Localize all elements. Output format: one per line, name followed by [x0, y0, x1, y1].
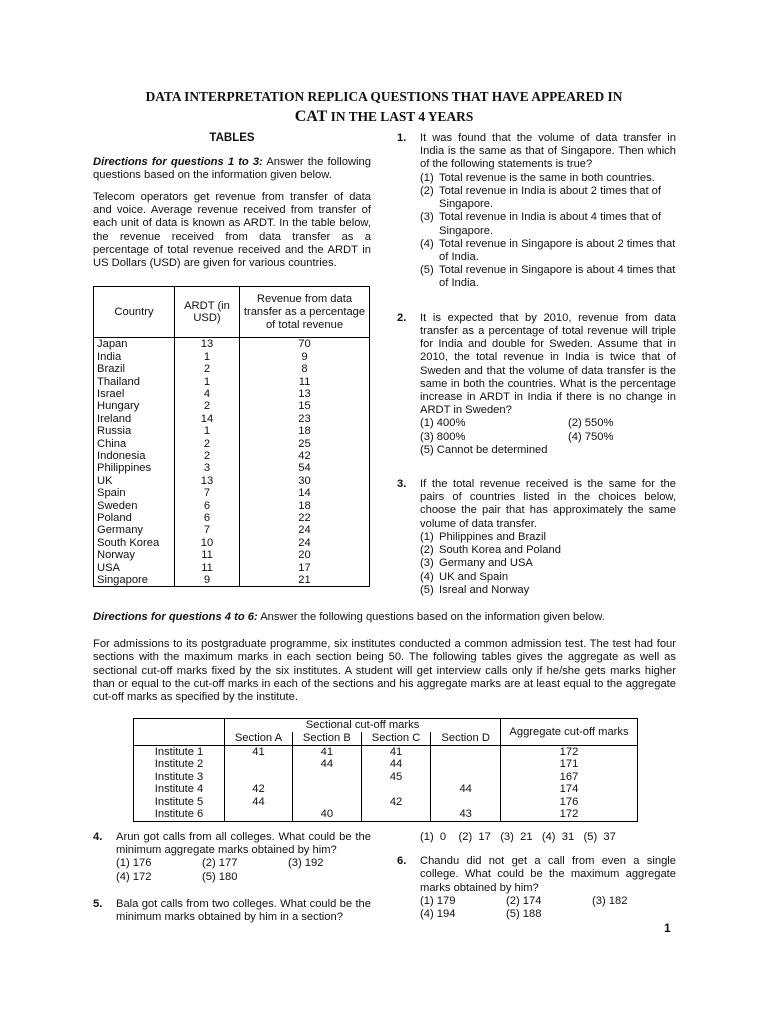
option-text: Germany and USA	[439, 557, 533, 570]
cell-name: Institute 1	[134, 745, 225, 758]
cell-d: 43	[431, 808, 501, 821]
cell-a	[225, 758, 293, 771]
option: (1) 400%	[420, 417, 466, 430]
title-line-1: DATA INTERPRETATION REPLICA QUESTIONS THAT HAVE APPEARED IN	[145, 89, 623, 104]
option-text: UK and Spain	[439, 570, 509, 583]
table-row	[94, 500, 370, 512]
directions-label: Directions for questions 1 to 3:	[93, 155, 263, 168]
cell-ardt: 7	[175, 487, 240, 499]
cell-ardt: 6	[175, 512, 240, 524]
cell-rev: 25	[240, 438, 370, 450]
right-column	[397, 132, 676, 597]
table-row	[94, 537, 370, 549]
question-number: 1.	[397, 132, 407, 144]
cell-rev: 30	[240, 475, 370, 487]
header-ardt: ARDT (in USD)	[175, 287, 240, 338]
cell-country: Indonesia	[94, 450, 175, 462]
cell-rev: 15	[240, 400, 370, 412]
option-row	[420, 417, 676, 430]
option: (5) 188	[506, 908, 542, 921]
cell-a: 42	[225, 783, 293, 796]
option-number: (2)	[420, 544, 434, 557]
cell-rev: 24	[240, 537, 370, 549]
cell-rev: 17	[240, 562, 370, 574]
cell-agg: 176	[501, 796, 638, 809]
option-row	[420, 895, 676, 908]
cell-rev: 42	[240, 450, 370, 462]
cell-a	[225, 808, 293, 821]
option	[420, 571, 676, 584]
cell-rev: 8	[240, 363, 370, 375]
option-number: (4)	[420, 237, 434, 250]
option: (2) 550%	[568, 417, 614, 430]
cell-b: 44	[292, 758, 361, 771]
cell-country: Israel	[94, 388, 175, 400]
cell-ardt: 14	[175, 413, 240, 425]
cell-country: Sweden	[94, 500, 175, 512]
cell-ardt: 11	[175, 562, 240, 574]
table-row	[94, 338, 370, 351]
table-row	[134, 758, 638, 771]
cell-rev: 22	[240, 512, 370, 524]
option: (2) 177	[202, 857, 238, 870]
cell-ardt: 7	[175, 524, 240, 536]
question-text: Arun got calls from all colleges. What could be the minimum aggregate marks obtained by him?	[116, 831, 371, 857]
cell-ardt: 6	[175, 500, 240, 512]
cell-ardt: 13	[175, 475, 240, 487]
cell-ardt: 11	[175, 549, 240, 561]
cutoff-table-body	[134, 745, 638, 822]
cell-country: Russia	[94, 425, 175, 437]
cell-a	[225, 771, 293, 784]
table-row	[94, 363, 370, 375]
question-text: It was found that the volume of data transfer in India is the same as that of Singapore. Then which of the following statements is true?	[420, 132, 676, 171]
intro-paragraph: Telecom operators get revenue from transfer of data and voice. Average revenue received from transfer of each unit of data is known as ARDT. In the table below, the revenue received from data transfer as a percentage of total revenue received and the ARDT in US Dollars (USD) are given for various countries.	[93, 191, 371, 270]
option-row	[420, 431, 676, 444]
table-row	[94, 462, 370, 474]
cell-country: Norway	[94, 549, 175, 561]
option-number: (1)	[420, 530, 434, 543]
cell-c: 44	[361, 758, 431, 771]
cell-rev: 11	[240, 376, 370, 388]
option: (1) 176	[116, 857, 152, 870]
option-row	[116, 857, 371, 870]
option: (3) 800%	[420, 430, 466, 443]
table-row	[134, 783, 638, 796]
cell-country: Spain	[94, 487, 175, 499]
question-number: 4.	[93, 831, 103, 843]
cell-country: China	[94, 438, 175, 450]
cell-country: Poland	[94, 512, 175, 524]
option-row	[420, 908, 676, 921]
section-heading: TABLES	[209, 132, 255, 144]
cell-rev: 70	[240, 338, 370, 351]
table-row	[94, 524, 370, 536]
option-number: (1)	[420, 171, 434, 184]
table-row	[94, 351, 370, 363]
table-row	[134, 796, 638, 809]
header-section-c: Section C	[361, 732, 431, 745]
header-blank	[134, 732, 225, 745]
table-row	[134, 771, 638, 784]
option-row	[116, 871, 371, 884]
question-text: Chandu did not get a call from even a single college. What could be the maximum aggregate marks obtained by him?	[420, 855, 676, 894]
cell-agg: 174	[501, 783, 638, 796]
table-row	[94, 574, 370, 587]
table-row	[94, 438, 370, 450]
cell-b	[292, 783, 361, 796]
question-number: 6.	[397, 855, 407, 868]
cell-name: Institute 6	[134, 808, 225, 821]
cell-rev: 20	[240, 549, 370, 561]
cell-ardt: 2	[175, 363, 240, 375]
cell-rev: 9	[240, 351, 370, 363]
table-row	[134, 745, 638, 758]
cell-rev: 23	[240, 413, 370, 425]
cell-country: USA	[94, 562, 175, 574]
cell-agg: 172	[501, 745, 638, 758]
option-text: South Korea and Poland	[439, 544, 561, 557]
table-row	[94, 512, 370, 524]
table-row	[94, 475, 370, 487]
option	[420, 185, 676, 211]
cell-agg: 171	[501, 758, 638, 771]
option: (5) Cannot be determined	[420, 443, 548, 456]
questions-4-5-column	[93, 831, 371, 924]
question-text: It is expected that by 2010, revenue from data transfer as a percentage of total revenue will triple for India and double for Sweden. Assume that in 2010, the total revenue in India is twice that of Sweden and that the volume of data transfer is the same in both the countries. What is the percentage increase in ARDT in India if there is no change in ARDT in Sweden?	[420, 311, 676, 417]
question-2	[397, 312, 676, 457]
cell-rev: 54	[240, 462, 370, 474]
option-text: Total revenue in Singapore is about 4 times that of India.	[439, 264, 676, 290]
cell-d	[431, 796, 501, 809]
cell-ardt: 4	[175, 388, 240, 400]
cell-ardt: 2	[175, 450, 240, 462]
option-number: (3)	[420, 211, 434, 224]
table-row	[94, 425, 370, 437]
title-cat: CAT	[294, 108, 328, 126]
option-number: (5)	[420, 264, 434, 277]
option	[420, 238, 676, 264]
question-1-options	[420, 172, 676, 291]
cell-country: Philippines	[94, 462, 175, 474]
title-line-2-rest: IN THE LAST 4 YEARS	[327, 109, 474, 125]
option: (4) 172	[116, 870, 152, 883]
cell-c: 45	[361, 771, 431, 784]
cell-name: Institute 3	[134, 771, 225, 784]
option-text: Total revenue in India is about 4 times that of Singapore.	[439, 211, 662, 237]
table-row	[94, 400, 370, 412]
cell-rev: 21	[240, 574, 370, 587]
page-title	[60, 88, 708, 128]
cell-a: 44	[225, 796, 293, 809]
table-row	[134, 808, 638, 821]
cell-a: 41	[225, 745, 293, 758]
cell-d	[431, 758, 501, 771]
header-revenue: Revenue from data transfer as a percentage of total revenue	[240, 287, 370, 338]
header-section-d: Section D	[431, 732, 501, 745]
cell-ardt: 1	[175, 351, 240, 363]
cell-country: Ireland	[94, 413, 175, 425]
questions-5-6-column	[397, 831, 676, 921]
table-row	[94, 562, 370, 574]
table-row	[94, 388, 370, 400]
cell-b: 41	[292, 745, 361, 758]
cutoff-table-header-1	[134, 719, 638, 732]
header-sectional: Sectional cut-off marks	[225, 719, 501, 732]
option	[420, 172, 676, 185]
table-row	[94, 376, 370, 388]
cell-c	[361, 783, 431, 796]
cell-b: 40	[292, 808, 361, 821]
option	[420, 557, 676, 570]
cell-name: Institute 4	[134, 783, 225, 796]
question-text: If the total revenue received is the same for the pairs of countries listed in the choices below, choose the pair that has approximately the same volume of data transfer.	[420, 478, 676, 530]
question-number: 5.	[93, 897, 103, 910]
cell-ardt: 2	[175, 438, 240, 450]
cell-ardt: 9	[175, 574, 240, 587]
cell-ardt: 2	[175, 400, 240, 412]
option: (5) 180	[202, 870, 238, 883]
question-3	[397, 478, 676, 597]
header-country: Country	[94, 287, 175, 338]
cell-b	[292, 771, 361, 784]
cell-ardt: 1	[175, 425, 240, 437]
cell-agg: 172	[501, 808, 638, 821]
cell-country: Singapore	[94, 574, 175, 587]
cell-country: Brazil	[94, 363, 175, 375]
option-number: (3)	[420, 557, 434, 570]
option-number: (4)	[420, 570, 434, 583]
directions-text: Answer the following questions based on the information given below.	[93, 155, 371, 181]
title-line-2	[60, 106, 708, 128]
option: (4) 750%	[568, 430, 614, 443]
directions-4-6	[93, 611, 676, 624]
cell-ardt: 1	[175, 376, 240, 388]
cell-rev: 18	[240, 425, 370, 437]
cell-country: UK	[94, 475, 175, 487]
cell-rev: 24	[240, 524, 370, 536]
cell-agg: 167	[501, 771, 638, 784]
header-aggregate: Aggregate cut-off marks	[501, 719, 638, 745]
cell-country: Hungary	[94, 400, 175, 412]
option-text: Total revenue is the same in both countries.	[439, 171, 655, 184]
ardt-table-body	[94, 338, 370, 587]
cell-c: 42	[361, 796, 431, 809]
cell-d	[431, 771, 501, 784]
option	[420, 584, 676, 597]
directions-text: Answer the following questions based on the information given below.	[257, 611, 605, 623]
table-row	[94, 487, 370, 499]
ardt-table	[93, 286, 370, 587]
directions-1-3	[93, 156, 371, 182]
header-blank	[134, 719, 225, 732]
directions-label: Directions for questions 4 to 6:	[93, 611, 258, 623]
cell-country: Japan	[94, 338, 175, 351]
intro-paragraph-2: For admissions to its postgraduate programme, six institutes conducted a common admission test. The test had four sections with the maximum marks in each section being 50. The following tables gives the aggregate as well as sectional cut-off marks fixed by the six institutes. A student will get interview calls only if he/she gets marks higher than or equal to the cut-off marks in each of the sections and his aggregate marks are at least equal to the aggregate cut-off marks as specified by the institute.	[93, 638, 676, 704]
cell-country: India	[94, 351, 175, 363]
option: (3) 192	[288, 857, 324, 870]
cell-ardt: 10	[175, 537, 240, 549]
question-number: 3.	[397, 478, 407, 491]
option-text: Total revenue in India is about 2 times that of Singapore.	[439, 184, 662, 211]
option	[420, 531, 676, 544]
cell-ardt: 3	[175, 462, 240, 474]
cell-country: Thailand	[94, 376, 175, 388]
cutoff-table	[133, 718, 638, 822]
table-row	[94, 413, 370, 425]
cell-d	[431, 745, 501, 758]
cell-rev: 18	[240, 500, 370, 512]
option-text: Isreal and Norway	[439, 583, 530, 596]
question-3-options	[420, 531, 676, 597]
header-section-a: Section A	[225, 732, 293, 745]
question-4	[93, 831, 371, 884]
cell-name: Institute 5	[134, 796, 225, 809]
option-text: Philippines and Brazil	[439, 530, 546, 543]
option-text: Total revenue in Singapore is about 2 times that of India.	[439, 237, 676, 263]
option	[420, 211, 676, 237]
left-column	[93, 132, 371, 587]
section-2	[93, 611, 676, 822]
cell-ardt: 13	[175, 338, 240, 351]
question-1	[397, 132, 676, 291]
option: (4) 194	[420, 908, 456, 921]
cell-b	[292, 796, 361, 809]
header-section-b: Section B	[292, 732, 361, 745]
option: (2) 174	[506, 894, 542, 907]
cell-name: Institute 2	[134, 758, 225, 771]
option	[420, 544, 676, 557]
question-number: 2.	[397, 311, 407, 324]
option: (3) 182	[592, 894, 628, 907]
cell-c: 41	[361, 745, 431, 758]
option-number: (5)	[420, 583, 434, 596]
cell-d: 44	[431, 783, 501, 796]
page-number: 1	[664, 921, 671, 935]
table-row	[94, 450, 370, 462]
option	[420, 264, 676, 290]
option-number: (2)	[420, 184, 434, 197]
cell-c	[361, 808, 431, 821]
question-6	[397, 855, 676, 921]
cell-country: South Korea	[94, 537, 175, 549]
question-5-options: (1) 0 (2) 17 (3) 21 (4) 31 (5) 37	[420, 831, 616, 843]
cell-rev: 13	[240, 388, 370, 400]
cell-country: Germany	[94, 524, 175, 536]
ardt-table-header	[94, 287, 370, 338]
table-row	[94, 549, 370, 561]
option: (1) 179	[420, 894, 456, 907]
question-text: Bala got calls from two colleges. What could be the minimum marks obtained by him in a section?	[116, 897, 371, 924]
question-5	[93, 898, 371, 924]
cell-rev: 14	[240, 487, 370, 499]
